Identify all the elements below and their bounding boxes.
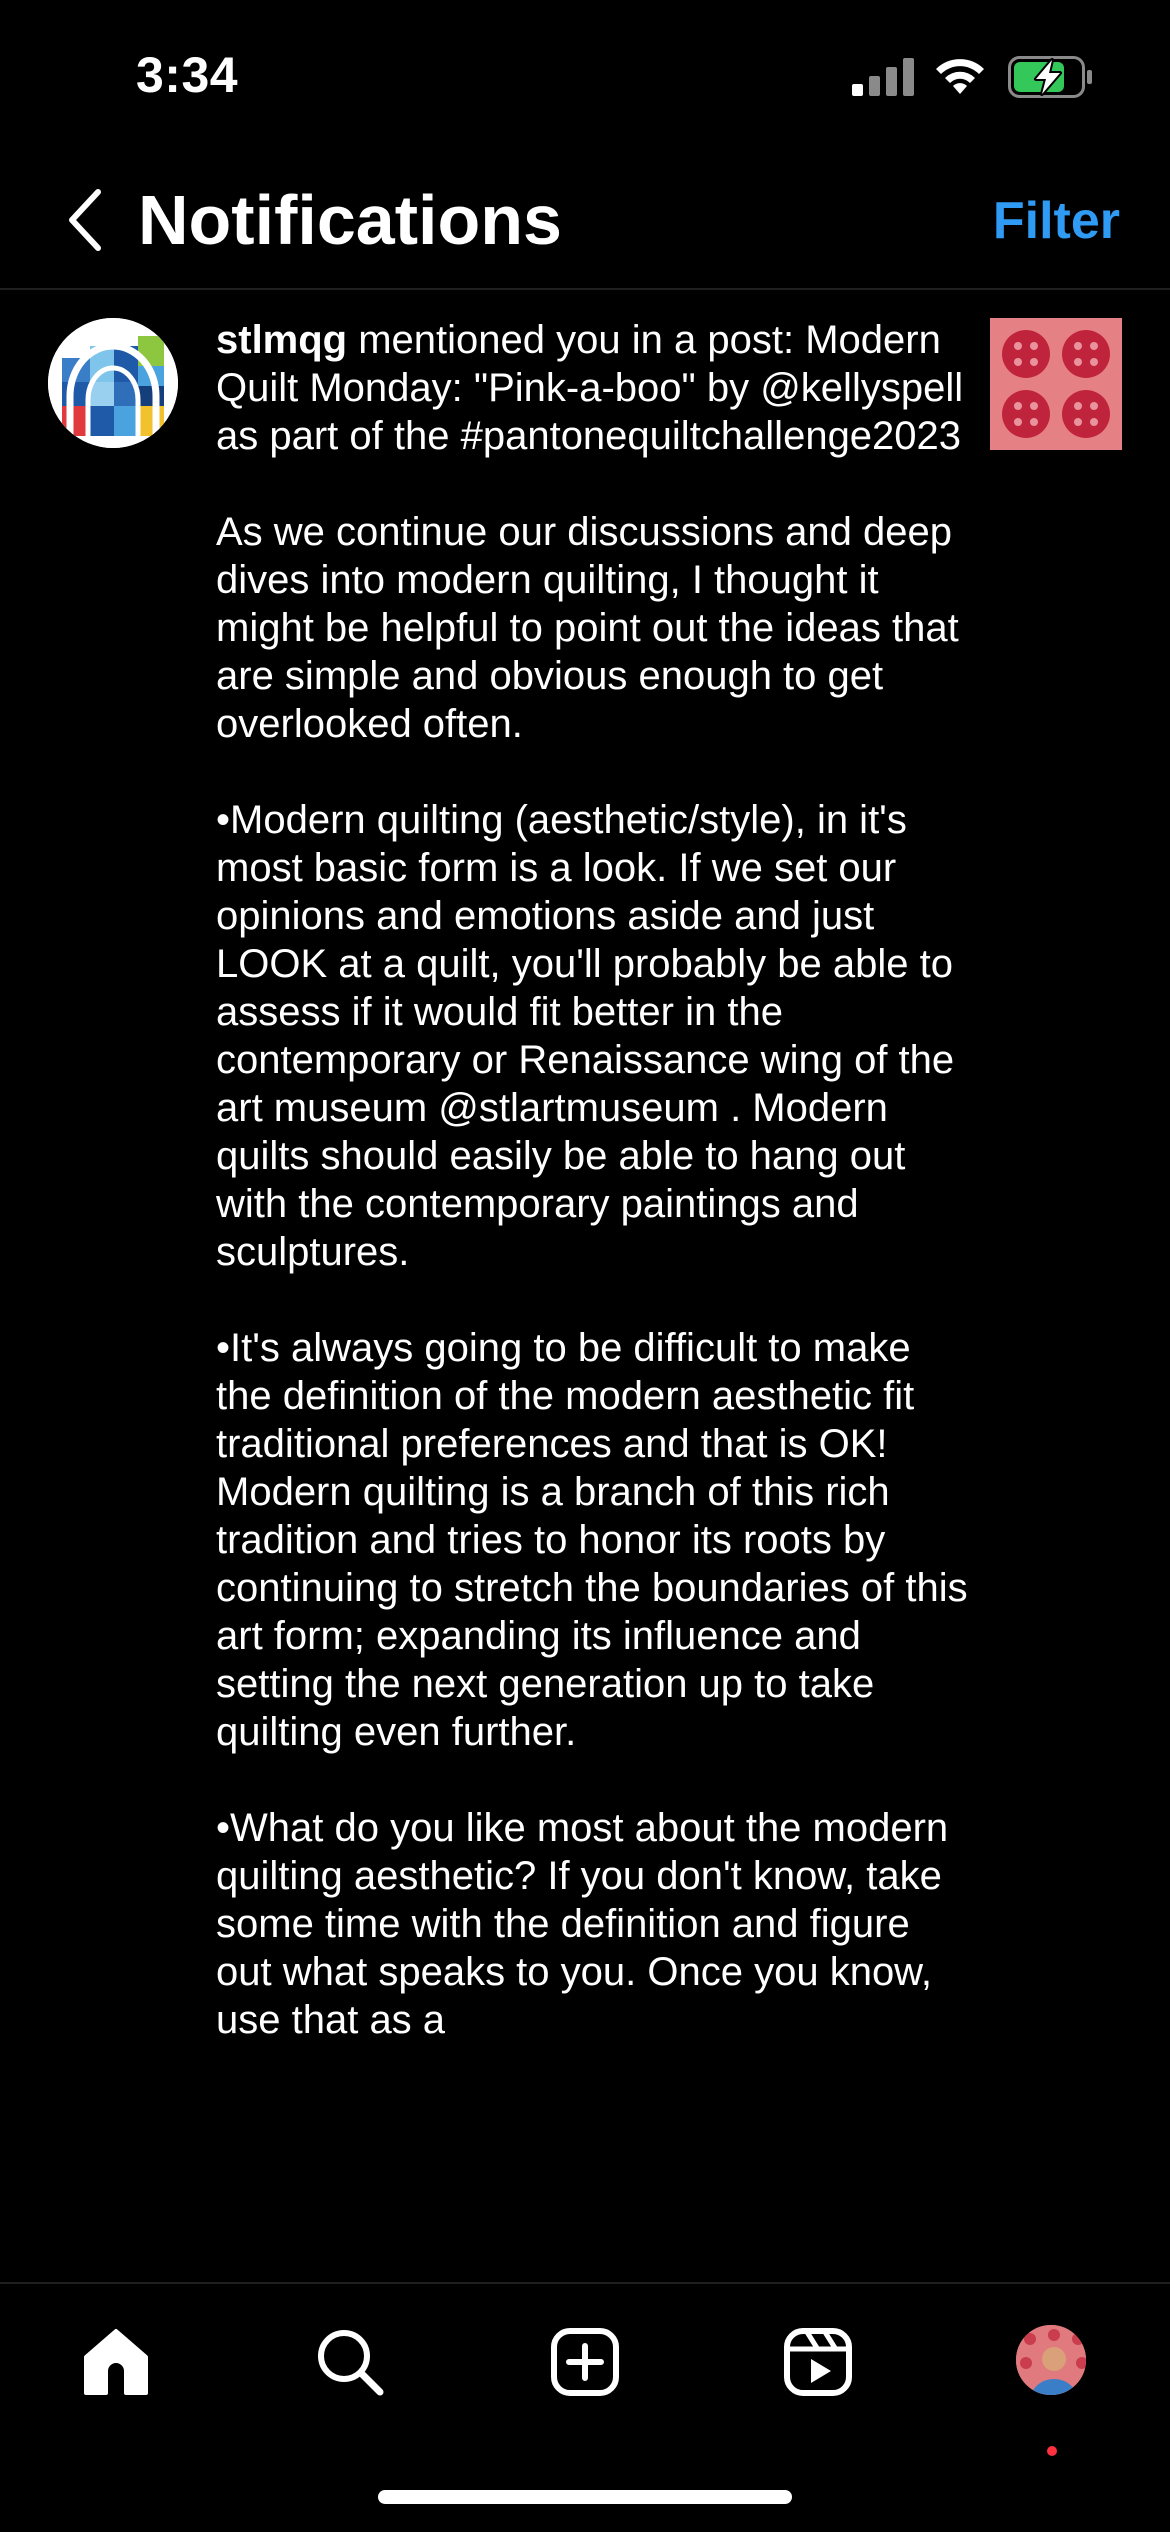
tab-profile[interactable]: [1013, 2322, 1089, 2398]
caption-paragraph: As we continue our discussions and deep dives into modern quilting, I thought it might be helpful to point out the ideas that are simple and obvious enough to get overlooked often.: [216, 510, 959, 746]
caption-paragraph: •Modern quilting (aesthetic/style), in it's most basic form is a look. If we set our opinions and emotions aside and just LOOK at a quilt, you'll probably be able to assess if it would fit better in the contemporary or Renaissance wing of the art museum @stlartmuseum . Modern quilts should easily be able to hang out with the contemporary paintings and sculptures.: [216, 798, 955, 1274]
page-title: Notifications: [138, 181, 562, 259]
tab-reels[interactable]: [778, 2322, 858, 2402]
caption-paragraph: •What do you like most about the modern quilting aesthetic? If you don't know, take some time with the definition and figure out what speaks to you. Once you know, use that as a: [216, 1806, 949, 2042]
header: [0, 150, 1170, 290]
quilt-thumbnail-image: [990, 318, 1122, 450]
filter-button[interactable]: Filter: [992, 192, 1120, 250]
status-bar: [0, 0, 1170, 150]
status-time: 3:34: [136, 47, 239, 103]
cellular-signal-icon: [852, 58, 916, 96]
username[interactable]: stlmqg: [216, 318, 348, 362]
back-button[interactable]: [56, 180, 112, 260]
profile-avatar: [1016, 2325, 1089, 2398]
headline-text: mentioned you in a post: Modern Quilt Monday: "Pink-a-boo" by @kellyspell as part of the #pantonequiltchallenge2023: [216, 318, 964, 458]
home-icon: [80, 2327, 152, 2397]
tab-search[interactable]: [310, 2322, 390, 2402]
post-thumbnail[interactable]: [990, 318, 1122, 450]
stlmqg-logo-icon: [48, 318, 178, 448]
notification-item[interactable]: [0, 292, 1170, 2282]
caption-paragraph: •It's always going to be difficult to make the definition of the modern aesthetic fit traditional preferences and that is OK! Modern quilting is a branch of this rich tradition and tries to honor its roots by continuing to stretch the boundaries of this art form; expanding its influence and setting the next generation up to take quilting even further.: [216, 1326, 968, 1754]
notification-text: [216, 316, 976, 2092]
plus-square-icon: [550, 2327, 620, 2397]
notification-dot: [1047, 2446, 1057, 2456]
wifi-icon: [932, 56, 988, 96]
search-icon: [314, 2326, 386, 2398]
reels-icon: [783, 2327, 853, 2397]
tab-create[interactable]: [545, 2322, 625, 2402]
battery-charging-icon: [1008, 56, 1094, 98]
home-indicator: [378, 2490, 792, 2504]
tab-home[interactable]: [76, 2322, 156, 2402]
stlmqg-avatar[interactable]: [48, 318, 178, 448]
chevron-left-icon: [64, 188, 104, 252]
notification-headline: [216, 316, 976, 460]
